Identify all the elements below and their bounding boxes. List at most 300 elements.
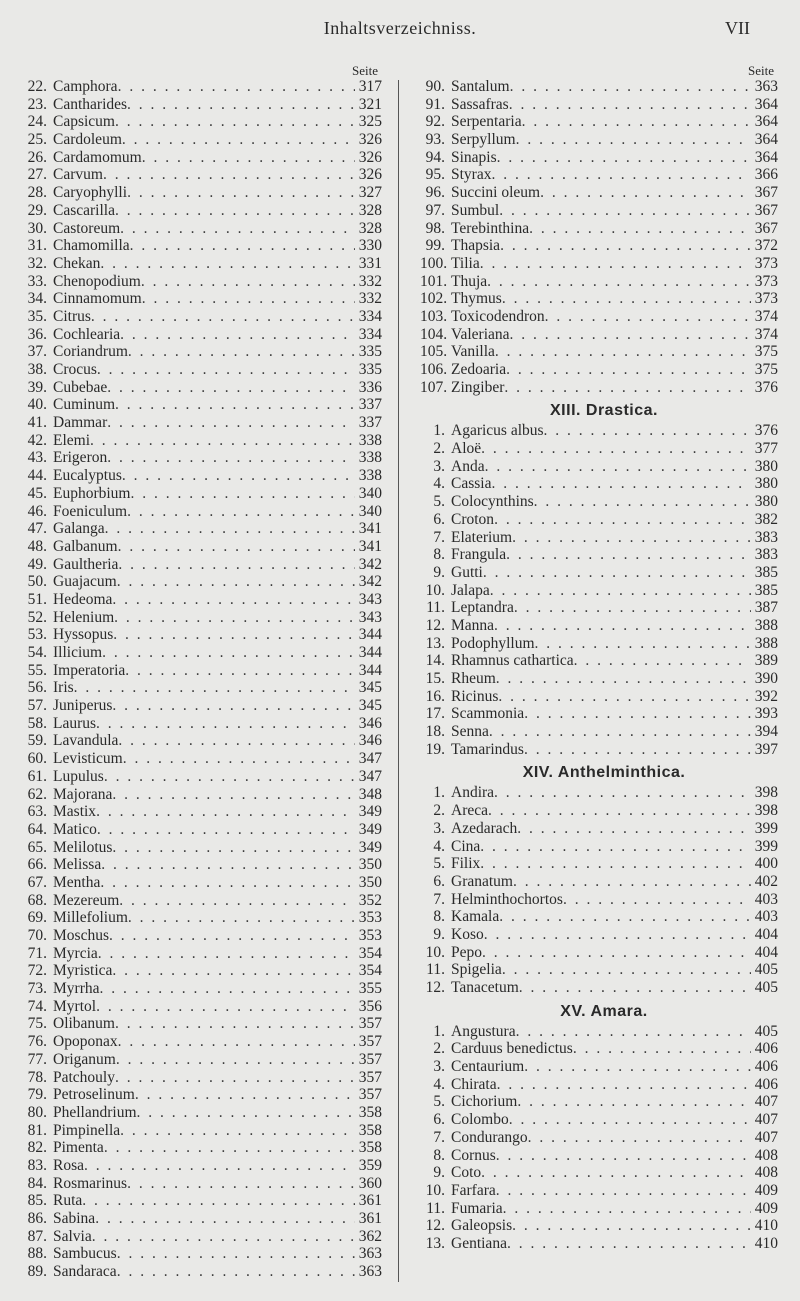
entry-page: 376: [754, 422, 778, 440]
entry-number: 46.: [27, 502, 47, 520]
leader-dots: [484, 926, 751, 944]
toc-entry: [22, 1033, 382, 1051]
leader-dots: [490, 582, 751, 600]
toc-entry: [420, 166, 778, 184]
leader-dots: [118, 1033, 355, 1051]
entry-number: 67.: [27, 873, 47, 891]
entry-page: 364: [754, 113, 778, 131]
entry-page: 328: [358, 219, 382, 237]
toc-entry: [420, 908, 778, 926]
entry-name: Cantharides: [53, 95, 128, 113]
entry-page: 331: [358, 254, 382, 272]
entry-page: 403: [754, 890, 778, 908]
toc-entry: [22, 1051, 382, 1069]
entry-name: Iris: [53, 679, 74, 697]
entry-name: Galbanum: [53, 537, 118, 555]
toc-entry: [420, 78, 778, 96]
entry-number: 97.: [425, 201, 445, 219]
entry-number: 9.: [433, 925, 445, 943]
leader-dots: [98, 945, 355, 963]
entry-name: Origanum: [53, 1050, 116, 1068]
leader-dots: [115, 396, 355, 414]
entry-name: Chenopodium: [53, 272, 141, 290]
leader-dots: [510, 78, 751, 96]
leader-dots: [97, 361, 355, 379]
entry-number: 48.: [27, 537, 47, 555]
seite-label: Seite: [748, 63, 774, 78]
entry-page: 358: [358, 1121, 382, 1139]
entry-page: 357: [358, 1068, 382, 1086]
entry-number: 5.: [433, 855, 445, 873]
entry-number: 10.: [425, 943, 445, 961]
entry-number: 82.: [27, 1139, 47, 1157]
entry-name: Valeriana: [451, 325, 510, 343]
entry-number: 98.: [425, 219, 445, 237]
toc-entry: [420, 635, 778, 653]
entry-page: 383: [754, 546, 778, 564]
entry-name: Carvum: [53, 166, 103, 184]
entry-page: 344: [358, 626, 382, 644]
entry-page: 388: [754, 616, 778, 634]
toc-entry: [22, 715, 382, 733]
entry-number: 10.: [425, 1181, 445, 1199]
toc-entry: [22, 626, 382, 644]
entry-name: Hyssopus: [53, 626, 114, 644]
toc-entry: [22, 1192, 382, 1210]
entry-number: 68.: [27, 891, 47, 909]
entry-name: Sandaraca: [53, 1263, 117, 1281]
entry-number: 73.: [27, 980, 47, 998]
entry-number: 61.: [27, 767, 47, 785]
entry-name: Farfara: [451, 1181, 496, 1199]
entry-name: Cascarilla: [53, 201, 115, 219]
entry-number: 9.: [433, 1164, 445, 1182]
leader-dots: [545, 308, 751, 326]
entry-number: 7.: [433, 528, 445, 546]
toc-entry: [420, 855, 778, 873]
entry-page: 357: [358, 1086, 382, 1104]
leader-dots: [507, 1235, 751, 1253]
entry-name: Myrcia: [53, 944, 98, 962]
entry-name: Myrrha: [53, 980, 100, 998]
toc-entry: [420, 326, 778, 344]
toc-entry: [22, 467, 382, 485]
leader-dots: [483, 564, 751, 582]
entry-number: 90.: [425, 78, 445, 95]
toc-entry: [22, 1245, 382, 1263]
toc-entry: [420, 546, 778, 564]
entry-page: 326: [358, 166, 382, 184]
leader-dots: [112, 786, 354, 804]
toc-entry: [22, 768, 382, 786]
toc-entry: [420, 670, 778, 688]
toc-entry: [22, 1139, 382, 1157]
toc-entry: [22, 591, 382, 609]
entry-page: 406: [754, 1058, 778, 1076]
entry-name: Citrus: [53, 307, 91, 325]
entry-number: 27.: [27, 166, 47, 184]
entry-name: Rosa: [53, 1156, 84, 1174]
leader-dots: [112, 591, 354, 609]
toc-entry: [420, 237, 778, 255]
entry-number: 106.: [420, 361, 448, 378]
entry-name: Chirata: [451, 1075, 497, 1093]
leader-dots: [509, 1111, 751, 1129]
leader-dots: [503, 1200, 751, 1218]
toc-entry: [420, 440, 778, 458]
entry-number: 63.: [27, 803, 47, 821]
leader-dots: [481, 1164, 751, 1182]
entry-number: 1.: [433, 784, 445, 802]
toc-entry: [22, 538, 382, 556]
entry-number: 78.: [27, 1068, 47, 1086]
entry-name: Cichorium: [451, 1093, 518, 1111]
entry-page: 399: [754, 819, 778, 837]
entry-page: 382: [754, 510, 778, 528]
toc-entry: [22, 1069, 382, 1087]
toc-entry: [22, 308, 382, 326]
toc-entry: [420, 599, 778, 617]
leader-dots: [517, 1093, 750, 1111]
leader-dots: [489, 723, 751, 741]
toc-entry: [420, 617, 778, 635]
toc-entry: [420, 1023, 778, 1041]
leader-dots: [524, 741, 751, 759]
entry-name: Cubebae: [53, 378, 108, 396]
entry-page: 343: [358, 608, 382, 626]
toc-entry: [420, 1200, 778, 1218]
leader-dots: [96, 803, 355, 821]
entry-number: 64.: [27, 820, 47, 838]
toc-entry: [420, 149, 778, 167]
leader-dots: [118, 78, 355, 96]
toc-entry: [22, 1175, 382, 1193]
toc-entry: [420, 308, 778, 326]
entry-page: 374: [754, 307, 778, 325]
entry-number: 88.: [27, 1245, 47, 1263]
entry-name: Podophyllum: [451, 634, 535, 652]
seite-label: Seite: [352, 63, 378, 78]
toc-entry: [22, 662, 382, 680]
entry-name: Dammar: [53, 414, 108, 432]
leader-dots: [90, 432, 355, 450]
entry-name: Mezereum: [53, 891, 120, 909]
entry-page: 330: [358, 237, 382, 255]
entry-page: 341: [358, 520, 382, 538]
entry-name: Elaterium: [451, 528, 513, 546]
toc-entry: [420, 273, 778, 291]
entry-number: 7.: [433, 1128, 445, 1146]
entry-page: 338: [358, 467, 382, 485]
entry-name: Koso: [451, 925, 484, 943]
entry-page: 349: [358, 820, 382, 838]
entry-number: 2.: [433, 1040, 445, 1058]
leader-dots: [514, 599, 751, 617]
leader-dots: [123, 750, 355, 768]
entry-number: 29.: [27, 201, 47, 219]
entry-number: 13.: [425, 634, 445, 652]
entry-page: 410: [754, 1217, 778, 1235]
entry-page: 357: [358, 1015, 382, 1033]
leader-dots: [137, 1104, 355, 1122]
entry-page: 347: [358, 750, 382, 768]
entry-name: Sabina: [53, 1210, 96, 1227]
toc-entry: [420, 255, 778, 273]
entry-number: 49.: [27, 555, 47, 573]
entry-name: Scammonia: [451, 705, 525, 723]
entry-name: Rhamnus cathartica: [451, 652, 574, 670]
toc-entry: [22, 237, 382, 255]
toc-entry: [420, 361, 778, 379]
entry-page: 347: [358, 767, 382, 785]
entry-number: 3.: [433, 1058, 445, 1076]
toc-entry: [22, 131, 382, 149]
toc-entry: [22, 821, 382, 839]
entry-name: Pepo: [451, 943, 482, 961]
entry-number: 38.: [27, 361, 47, 378]
entry-page: 387: [754, 599, 778, 617]
leader-dots: [107, 449, 355, 467]
entry-page: 340: [358, 484, 382, 502]
leader-dots: [529, 220, 751, 238]
toc-entry: [22, 874, 382, 892]
entry-page: 332: [358, 272, 382, 290]
entry-name: Guajacum: [53, 573, 117, 591]
toc-entry: [22, 414, 382, 432]
entry-number: 77.: [27, 1050, 47, 1068]
entry-number: 2.: [433, 440, 445, 458]
column-divider: [398, 80, 399, 1282]
entry-name: Chamomilla: [53, 237, 130, 255]
entry-number: 105.: [420, 343, 448, 361]
entry-page: 337: [358, 396, 382, 414]
entry-number: 83.: [27, 1156, 47, 1174]
entry-name: Filix: [451, 855, 481, 873]
entry-page: 392: [754, 687, 778, 705]
entry-name: Tanacetum: [451, 979, 519, 996]
toc-entry: [22, 184, 382, 202]
entry-number: 42.: [27, 431, 47, 449]
entry-name: Spigelia: [451, 961, 502, 979]
entry-page: 402: [754, 872, 778, 890]
entry-page: 373: [754, 290, 778, 308]
leader-dots: [535, 635, 751, 653]
entry-name: Foeniculum: [53, 502, 128, 520]
entry-name: Melilotus: [53, 838, 113, 856]
entry-name: Sassafras: [451, 95, 509, 113]
entry-page: 367: [754, 219, 778, 237]
entry-page: 388: [754, 634, 778, 652]
entry-name: Helminthochortos: [451, 890, 563, 908]
entry-page: 335: [358, 361, 382, 378]
entry-page: 380: [754, 493, 778, 511]
toc-entry: [22, 945, 382, 963]
leader-dots: [118, 732, 354, 750]
entry-number: 12.: [425, 616, 445, 634]
entry-page: 321: [358, 95, 382, 113]
entry-page: 364: [754, 95, 778, 113]
entry-name: Patchouly: [53, 1068, 115, 1086]
page-title: Inhaltsverzeichniss.: [323, 18, 477, 38]
entry-page: 409: [754, 1181, 778, 1199]
leader-dots: [104, 768, 355, 786]
entry-name: Senna: [451, 723, 489, 741]
entry-page: 398: [754, 784, 778, 802]
right-column: [420, 64, 778, 1253]
entry-name: Santalum: [451, 78, 510, 95]
leader-dots: [524, 1058, 751, 1076]
entry-name: Petroselinum: [53, 1086, 135, 1104]
entry-number: 51.: [27, 590, 47, 608]
leader-dots: [96, 998, 355, 1016]
entry-name: Matico: [53, 820, 97, 838]
leader-dots: [510, 326, 751, 344]
entry-page: 407: [754, 1093, 778, 1111]
leader-dots: [115, 202, 355, 220]
entry-number: 45.: [27, 484, 47, 502]
entry-page: 377: [754, 440, 778, 458]
entry-name: Colocynthins: [451, 493, 534, 511]
entry-number: 22.: [27, 78, 47, 95]
entry-page: 342: [358, 555, 382, 573]
toc-entry: [420, 944, 778, 962]
entry-page: 363: [358, 1245, 382, 1263]
entry-page: 357: [358, 1050, 382, 1068]
toc-entry: [420, 873, 778, 891]
entry-name: Tilia: [451, 254, 480, 272]
entry-name: Frangula: [451, 546, 507, 564]
leader-dots: [499, 202, 751, 220]
leader-dots: [117, 1245, 355, 1263]
entry-number: 41.: [27, 414, 47, 432]
entry-page: 356: [358, 997, 382, 1015]
leader-dots: [480, 255, 751, 273]
leader-dots: [512, 1217, 751, 1235]
toc-entry: [22, 449, 382, 467]
entry-page: 380: [754, 475, 778, 493]
entry-number: 18.: [425, 723, 445, 741]
entry-page: 359: [358, 1156, 382, 1174]
toc-entry: [420, 820, 778, 838]
entry-name: Manna: [451, 616, 495, 634]
entry-number: 1.: [433, 1022, 445, 1040]
leader-dots: [563, 891, 751, 909]
entry-number: 34.: [27, 290, 47, 308]
entry-page: 385: [754, 581, 778, 599]
entry-page: 336: [358, 378, 382, 396]
toc-entry: [22, 343, 382, 361]
leader-dots: [127, 184, 355, 202]
toc-entry: [420, 582, 778, 600]
entry-name: Sambucus: [53, 1245, 117, 1263]
toc-entry: [22, 998, 382, 1016]
entry-page: 340: [358, 502, 382, 520]
entry-page: 366: [754, 166, 778, 184]
entry-page: 408: [754, 1146, 778, 1164]
toc-entry: [22, 1228, 382, 1246]
entry-name: Opoponax: [53, 1033, 118, 1051]
toc-entry: [420, 652, 778, 670]
entry-page: 397: [754, 740, 778, 758]
entry-page: 389: [754, 652, 778, 670]
leader-dots: [114, 609, 355, 627]
leader-dots: [130, 237, 355, 255]
toc-entry: [420, 96, 778, 114]
entry-page: 372: [754, 237, 778, 255]
toc-entry: [22, 803, 382, 821]
toc-entry: [420, 131, 778, 149]
entry-number: 8.: [433, 1146, 445, 1164]
entry-name: Cochlearia: [53, 325, 121, 343]
entry-name: Levisticum: [53, 750, 123, 768]
entry-number: 19.: [425, 740, 445, 758]
toc-entry: [420, 784, 778, 802]
entry-page: 385: [754, 563, 778, 581]
leader-dots: [494, 617, 751, 635]
leader-dots: [496, 1147, 751, 1165]
entry-page: 390: [754, 670, 778, 687]
entry-name: Coriandrum: [53, 343, 128, 361]
leader-dots: [497, 149, 751, 167]
leader-dots: [516, 131, 751, 149]
leader-dots: [128, 343, 355, 361]
entry-page: 405: [754, 1022, 778, 1040]
entry-page: 332: [358, 290, 382, 308]
leader-dots: [540, 184, 751, 202]
entry-page: 317: [358, 78, 382, 95]
leader-dots: [491, 166, 750, 184]
entry-number: 4.: [433, 837, 445, 855]
section-heading: XIV. Anthelminthica.: [522, 764, 686, 782]
entry-page: 349: [358, 803, 382, 821]
entry-page: 404: [754, 943, 778, 961]
leader-dots: [496, 1182, 751, 1200]
entry-name: Capsicum: [53, 113, 115, 131]
entry-name: Gaultheria: [53, 555, 119, 573]
entry-number: 89.: [27, 1263, 47, 1281]
leader-dots: [102, 644, 355, 662]
entry-name: Croton: [451, 510, 495, 528]
toc-entry: [22, 1086, 382, 1104]
leader-dots: [502, 961, 751, 979]
entry-number: 36.: [27, 325, 47, 343]
toc-entry: [22, 1015, 382, 1033]
entry-number: 54.: [27, 644, 47, 661]
entry-name: Helenium: [53, 608, 115, 626]
toc-entry: [420, 184, 778, 202]
toc-entry: [420, 1147, 778, 1165]
entry-number: 81.: [27, 1121, 47, 1139]
leader-dots: [115, 1069, 355, 1087]
entry-page: 398: [754, 802, 778, 820]
leader-dots: [491, 475, 750, 493]
leader-dots: [91, 308, 355, 326]
toc-entry: [22, 202, 382, 220]
leader-dots: [512, 529, 751, 547]
entry-name: Cardamomum: [53, 148, 142, 166]
leader-dots: [516, 1023, 751, 1041]
leader-dots: [74, 679, 355, 697]
entry-page: 406: [754, 1040, 778, 1058]
entry-name: Cassia: [451, 475, 492, 493]
entry-number: 59.: [27, 732, 47, 750]
entry-page: 407: [754, 1128, 778, 1146]
entry-number: 76.: [27, 1033, 47, 1051]
entry-name: Pimenta: [53, 1139, 104, 1157]
entry-name: Imperatoria: [53, 661, 126, 679]
entry-name: Galeopsis: [451, 1217, 513, 1235]
toc-entry: [22, 166, 382, 184]
